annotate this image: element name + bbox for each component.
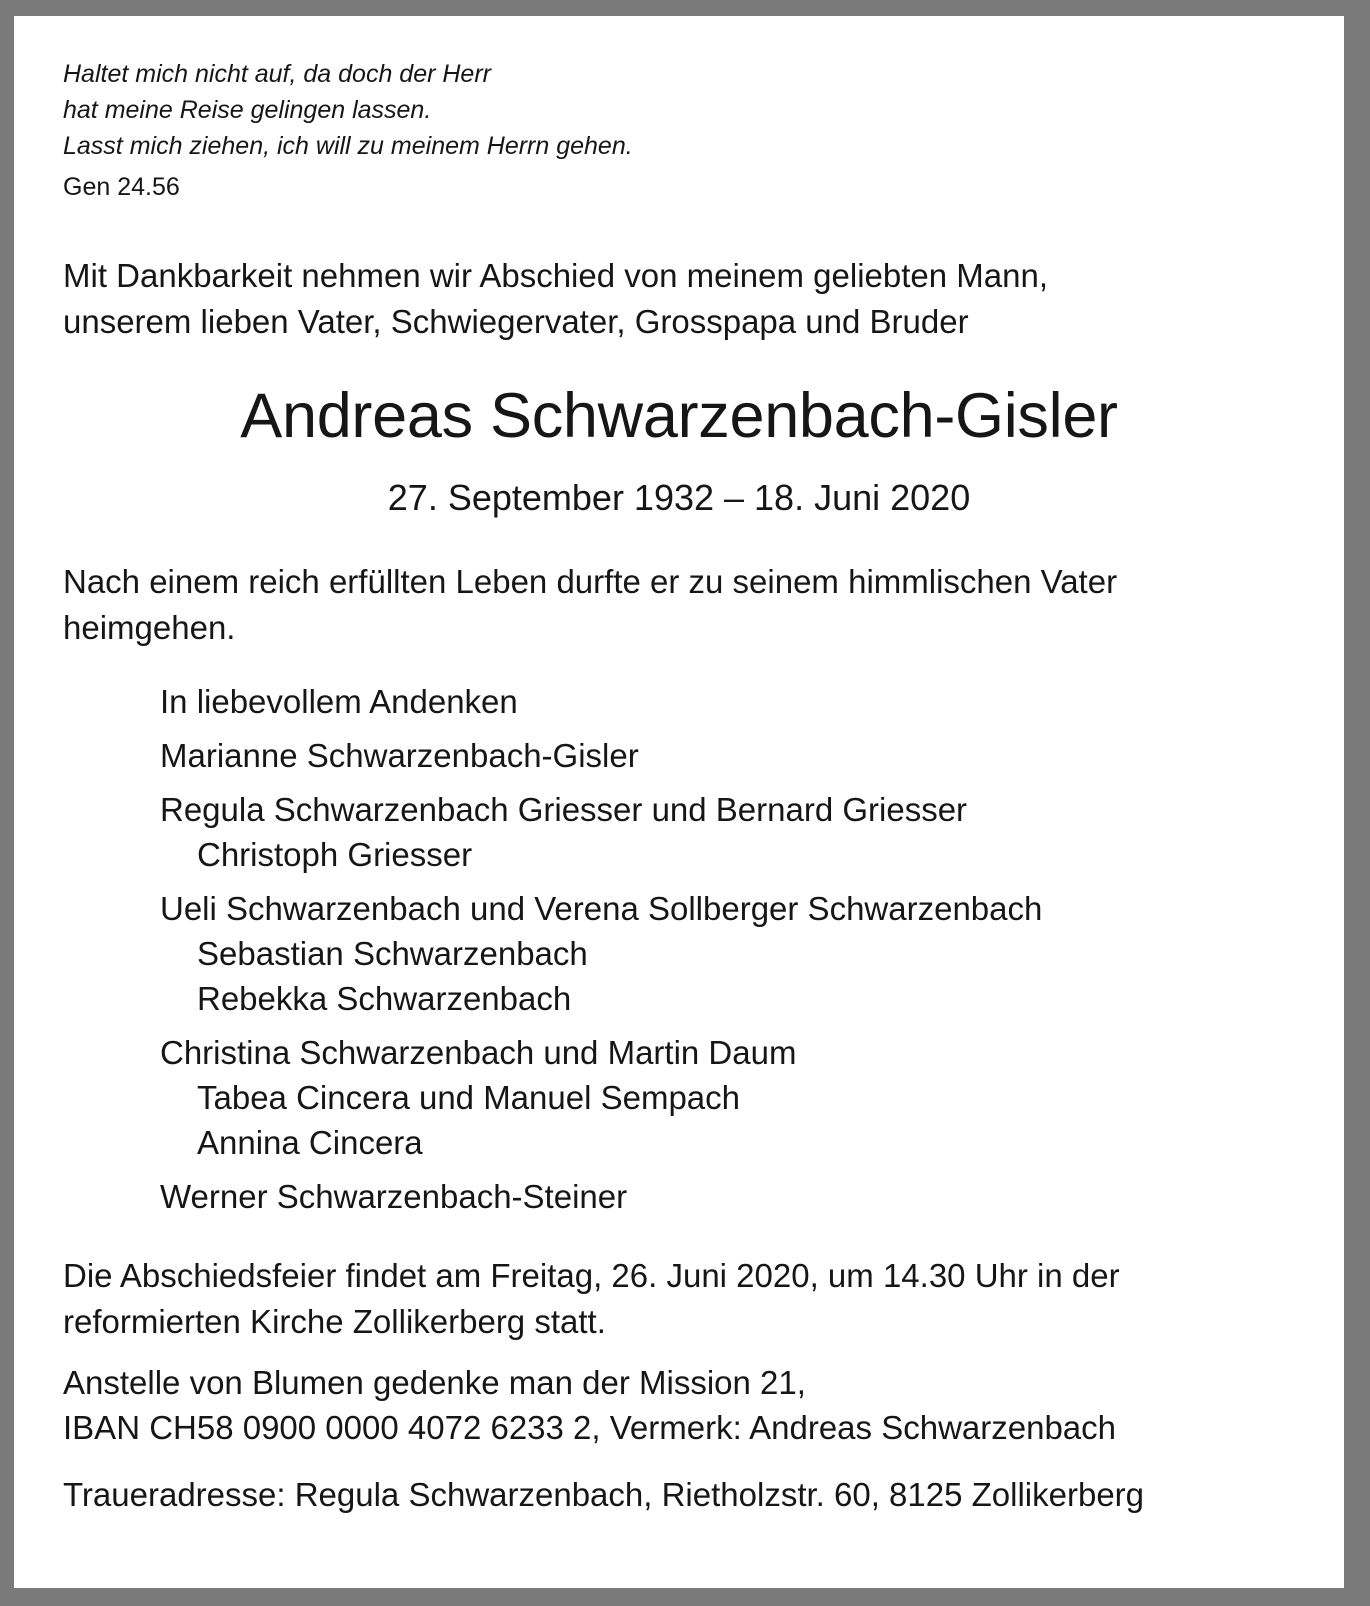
mourners-group	[160, 1030, 1042, 1165]
mourners-list	[160, 679, 1042, 1228]
grandchild-name: Tabea Cincera und Manuel Sempach	[197, 1079, 741, 1116]
verse-line: hat meine Reise gelingen lassen.	[63, 96, 432, 124]
mourner-name: Werner Schwarzenbach-Steiner	[160, 1178, 628, 1215]
ceremony-line: Die Abschiedsfeier findet am Freitag, 26. Juni 2020, um 14.30 Uhr in der	[63, 1257, 1120, 1294]
homecoming-line: heimgehen.	[63, 609, 236, 646]
ceremony-info	[63, 1253, 1120, 1345]
verse-line: Haltet mich nicht auf, da doch der Herr	[63, 60, 491, 88]
grandchild-name: Christoph Griesser	[197, 836, 473, 873]
intro-line: unserem lieben Vater, Schwiegervater, Grosspapa und Bruder	[63, 303, 969, 340]
homecoming-text	[63, 559, 1117, 651]
verse-line: Lasst mich ziehen, ich will zu meinem Herrn gehen.	[63, 132, 633, 160]
donation-line: IBAN CH58 0900 0000 4072 6233 2, Vermerk: Andreas Schwarzenbach	[63, 1409, 1117, 1446]
ceremony-line: reformierten Kirche Zollikerberg statt.	[63, 1303, 606, 1340]
life-dates: 27. September 1932 – 18. Juni 2020	[387, 477, 971, 518]
mourner-name: Marianne Schwarzenbach-Gisler	[160, 737, 639, 774]
intro-line: Mit Dankbarkeit nehmen wir Abschied von meinem geliebten Mann,	[63, 257, 1049, 294]
bible-verse	[63, 56, 633, 164]
mourning-address: Traueradresse: Regula Schwarzenbach, Rietholzstr. 60, 8125 Zollikerberg	[63, 1476, 1145, 1513]
verse-reference: Gen 24.56	[63, 173, 180, 201]
mourners-group	[160, 679, 1042, 724]
mourner-name: Christina Schwarzenbach und Martin Daum	[160, 1034, 797, 1071]
mourners-group	[160, 787, 1042, 877]
homecoming-line: Nach einem reich erfüllten Leben durfte er zu seinem himmlischen Vater	[63, 563, 1118, 600]
mourner-name: Ueli Schwarzenbach und Verena Sollberger Schwarzenbach	[160, 890, 1043, 927]
obituary-notice	[14, 16, 1344, 1588]
intro-text	[63, 253, 1048, 345]
mourners-group	[160, 733, 1042, 778]
grandchild-name: Sebastian Schwarzenbach	[197, 935, 588, 972]
donation-line: Anstelle von Blumen gedenke man der Mission 21,	[63, 1364, 806, 1401]
grandchild-name: Rebekka Schwarzenbach	[197, 980, 572, 1017]
mourners-heading: In liebevollem Andenken	[160, 683, 518, 720]
mourners-group	[160, 886, 1042, 1021]
deceased-name: Andreas Schwarzenbach-Gisler	[240, 381, 1118, 451]
donation-info	[63, 1360, 1116, 1450]
grandchild-name: Annina Cincera	[197, 1124, 423, 1161]
mourner-name: Regula Schwarzenbach Griesser und Bernard Griesser	[160, 791, 968, 828]
mourners-group	[160, 1174, 1042, 1219]
